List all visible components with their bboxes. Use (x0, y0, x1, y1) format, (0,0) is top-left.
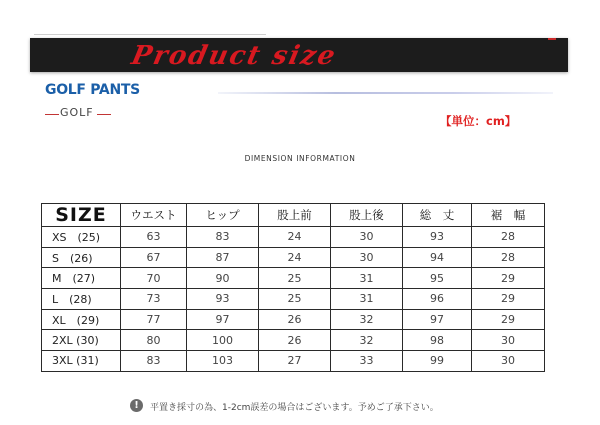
table-row (42, 351, 545, 372)
column-header: 総 丈 (403, 204, 472, 227)
measurement-cell: 83 (187, 227, 259, 248)
measurement-cell: 30 (472, 351, 545, 372)
gradient-divider (218, 92, 553, 94)
size-cell: 2XL (30) (42, 330, 121, 351)
measurement-cell: 25 (259, 268, 331, 289)
column-header: SIZE (42, 204, 121, 227)
measurement-cell: 26 (259, 309, 331, 330)
table-row (42, 309, 545, 330)
measurement-cell: 24 (259, 247, 331, 268)
measurement-cell: 77 (121, 309, 187, 330)
banner-accent (548, 38, 556, 40)
measurement-cell: 30 (331, 227, 403, 248)
info-icon: ! (130, 399, 143, 412)
column-header: 裾 幅 (472, 204, 545, 227)
brand-name: GOLF PANTS (45, 82, 140, 98)
measurement-cell: 97 (403, 309, 472, 330)
dimension-heading: DIMENSION INFORMATION (244, 154, 356, 163)
column-header: 股上前 (259, 204, 331, 227)
measurement-cell: 90 (187, 268, 259, 289)
measurement-cell: 98 (403, 330, 472, 351)
brand-line-right (97, 114, 111, 115)
measurement-cell: 31 (331, 268, 403, 289)
brand-sub: GOLF (60, 106, 94, 119)
measurement-cell: 80 (121, 330, 187, 351)
unit-label: 【単位：cm】 (440, 114, 517, 128)
measurement-cell: 26 (259, 330, 331, 351)
measurement-cell: 93 (187, 289, 259, 310)
measurement-note: 平置き採寸の為、1-2cm誤差の場合はございます。予めご了承下さい。 (150, 403, 439, 413)
measurement-cell: 67 (121, 247, 187, 268)
measurement-cell: 100 (187, 330, 259, 351)
table-header-row (42, 204, 545, 227)
title-banner (30, 38, 568, 72)
measurement-cell: 70 (121, 268, 187, 289)
banner-title: Product size (128, 41, 340, 71)
table-row (42, 330, 545, 351)
measurement-cell: 73 (121, 289, 187, 310)
measurement-cell: 103 (187, 351, 259, 372)
measurement-cell: 30 (472, 330, 545, 351)
measurement-cell: 30 (331, 247, 403, 268)
measurement-cell: 28 (472, 247, 545, 268)
measurement-cell: 29 (472, 268, 545, 289)
measurement-cell: 25 (259, 289, 331, 310)
measurement-cell: 95 (403, 268, 472, 289)
measurement-cell: 96 (403, 289, 472, 310)
measurement-cell: 83 (121, 351, 187, 372)
table-row (42, 289, 545, 310)
measurement-cell: 33 (331, 351, 403, 372)
measurement-cell: 93 (403, 227, 472, 248)
measurement-cell: 99 (403, 351, 472, 372)
measurement-cell: 97 (187, 309, 259, 330)
size-cell: S (26) (42, 247, 121, 268)
table-row (42, 227, 545, 248)
measurement-cell: 29 (472, 289, 545, 310)
measurement-cell: 32 (331, 330, 403, 351)
table-row (42, 268, 545, 289)
measurement-cell: 24 (259, 227, 331, 248)
brand-line-left (45, 114, 59, 115)
measurement-cell: 29 (472, 309, 545, 330)
size-cell: M (27) (42, 268, 121, 289)
column-header: ウエスト (121, 204, 187, 227)
column-header: ヒップ (187, 204, 259, 227)
table-row (42, 247, 545, 268)
measurement-cell: 94 (403, 247, 472, 268)
top-divider (34, 34, 266, 35)
size-table (41, 203, 545, 372)
column-header: 股上後 (331, 204, 403, 227)
measurement-cell: 63 (121, 227, 187, 248)
measurement-cell: 31 (331, 289, 403, 310)
size-cell: XS (25) (42, 227, 121, 248)
size-cell: XL (29) (42, 309, 121, 330)
measurement-cell: 32 (331, 309, 403, 330)
measurement-cell: 28 (472, 227, 545, 248)
size-cell: L (28) (42, 289, 121, 310)
size-cell: 3XL (31) (42, 351, 121, 372)
measurement-cell: 87 (187, 247, 259, 268)
measurement-cell: 27 (259, 351, 331, 372)
